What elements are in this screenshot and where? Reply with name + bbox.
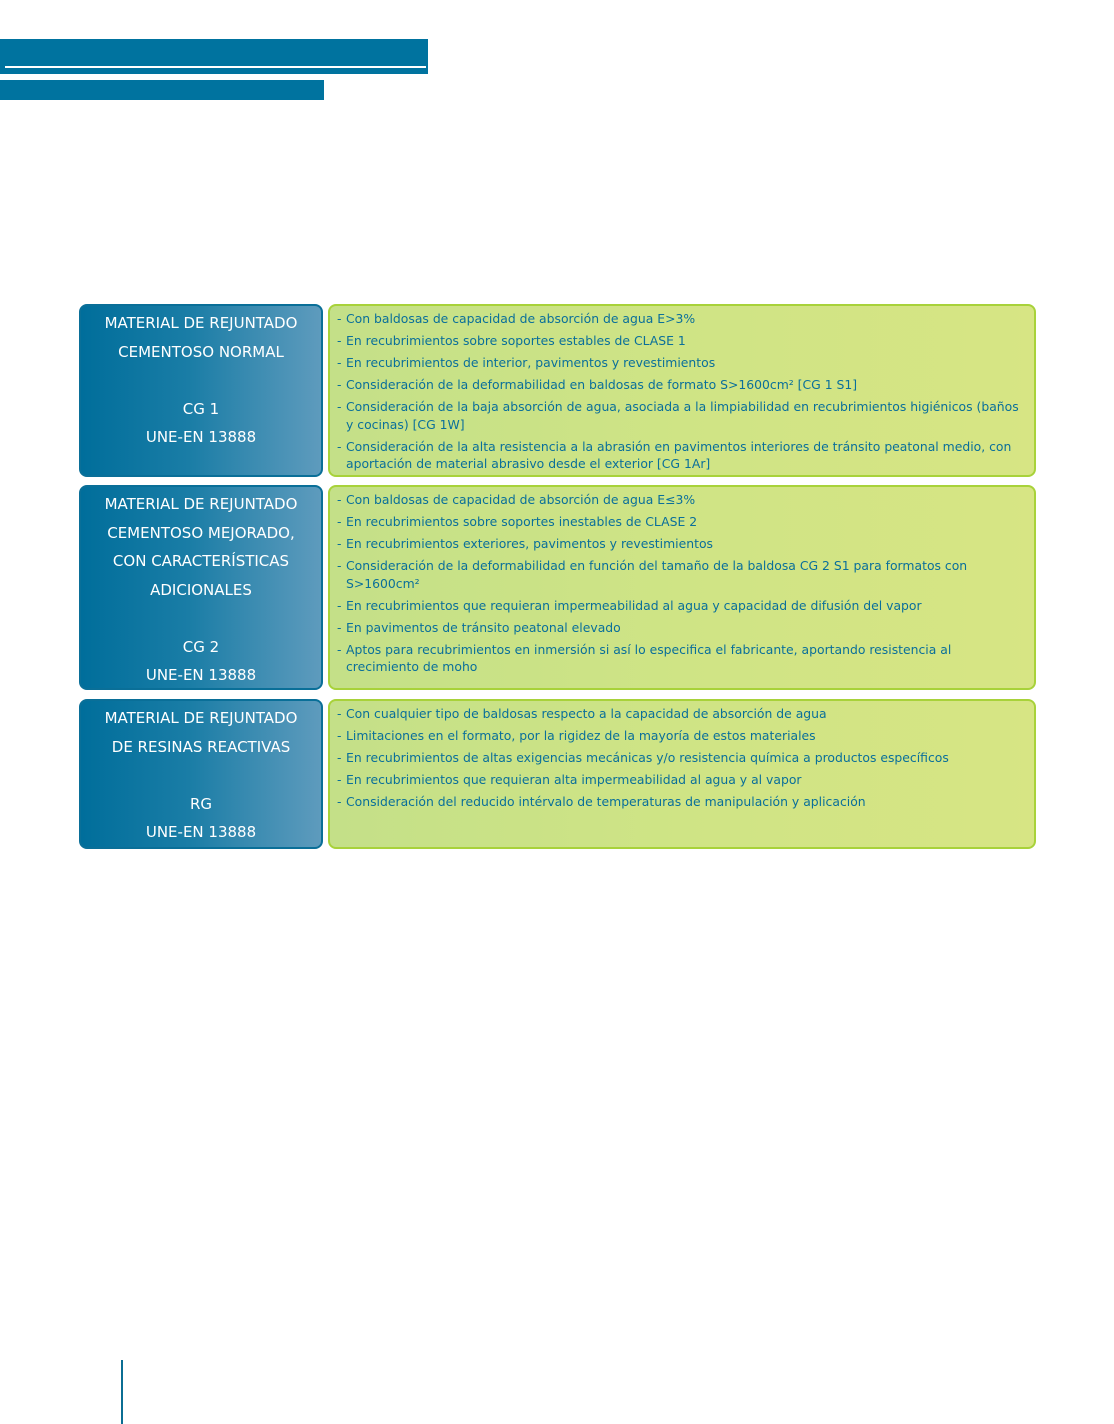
page-margin-rule xyxy=(121,1360,123,1424)
list-item: - Consideración del reducido intérvalo de temperaturas de manipulación y aplicación xyxy=(337,793,1024,811)
list-item: - Aptos para recubrimientos en inmersión si así lo especifica el fabricante, aportando resistencia al crecimiento de moho xyxy=(337,641,1024,676)
characteristics-list xyxy=(337,310,1024,473)
subheader-bar xyxy=(0,80,324,100)
grout-characteristics-panel xyxy=(328,485,1036,690)
grout-standard: UNE-EN 13888 xyxy=(145,428,257,446)
characteristics-list xyxy=(337,491,1024,676)
list-item: - En recubrimientos de interior, pavimentos y revestimientos xyxy=(337,354,1024,372)
grout-type-title-line: CEMENTOSO MEJORADO, xyxy=(107,523,295,542)
list-item: - Consideración de la baja absorción de agua, asociada a la limpiabilidad en recubrimientos higiénicos (baños y cocinas) [CG 1W] xyxy=(337,398,1024,433)
grout-class-code: CG 2 xyxy=(182,637,220,656)
grout-type-title-line: MATERIAL DE REJUNTADO xyxy=(104,495,298,513)
grout-type-title-line: CON CARACTERÍSTICAS xyxy=(112,552,290,570)
list-item: - Con baldosas de capacidad de absorción de agua E≤3% xyxy=(337,491,1024,509)
list-item: - En recubrimientos que requieran impermeabilidad al agua y capacidad de difusión del vapor xyxy=(337,597,1024,615)
list-item: - En recubrimientos sobre soportes estables de CLASE 1 xyxy=(337,332,1024,350)
list-item: - Consideración de la deformabilidad en baldosas de formato S>1600cm² [CG 1 S1] xyxy=(337,376,1024,394)
grout-row-cg1 xyxy=(79,304,1036,477)
list-item: - En recubrimientos de altas exigencias mecánicas y/o resistencia química a productos específicos xyxy=(337,749,1024,767)
header-bar xyxy=(0,39,428,74)
grout-standard: UNE-EN 13888 xyxy=(145,666,257,684)
grout-row-rg xyxy=(79,699,1036,849)
grout-type-panel xyxy=(79,304,323,477)
grout-type-title-line: MATERIAL DE REJUNTADO xyxy=(104,314,298,332)
grout-characteristics-panel xyxy=(328,699,1036,849)
list-item: - En recubrimientos que requieran alta impermeabilidad al agua y al vapor xyxy=(337,771,1024,789)
grout-class-code: CG 1 xyxy=(182,399,220,418)
header-bar-rule xyxy=(5,66,426,68)
grout-type-title-line: MATERIAL DE REJUNTADO xyxy=(104,709,298,727)
list-item: - Con cualquier tipo de baldosas respecto a la capacidad de absorción de agua xyxy=(337,705,1024,723)
list-item: - Consideración de la deformabilidad en función del tamaño de la baldosa CG 2 S1 para formatos con S>1600cm² xyxy=(337,557,1024,592)
list-item: - Limitaciones en el formato, por la rigidez de la mayoría de estos materiales xyxy=(337,727,1024,745)
grout-type-panel xyxy=(79,485,323,690)
grout-type-title-line: DE RESINAS REACTIVAS xyxy=(111,737,291,756)
grout-type-title-line: CEMENTOSO NORMAL xyxy=(118,342,284,361)
list-item: - Con baldosas de capacidad de absorción de agua E>3% xyxy=(337,310,1024,328)
list-item: - En recubrimientos sobre soportes inestables de CLASE 2 xyxy=(337,513,1024,531)
grout-class-code: RG xyxy=(189,794,213,813)
list-item: - Consideración de la alta resistencia a la abrasión en pavimentos interiores de tránsito peatonal medio, con aportación de material abrasivo desde el exterior [CG 1Ar] xyxy=(337,438,1024,473)
grout-type-title-line: ADICIONALES xyxy=(150,580,252,599)
grout-characteristics-panel xyxy=(328,304,1036,477)
grout-type-panel xyxy=(79,699,323,849)
list-item: - En recubrimientos exteriores, pavimentos y revestimientos xyxy=(337,535,1024,553)
grout-standard: UNE-EN 13888 xyxy=(145,823,257,841)
grout-row-cg2 xyxy=(79,485,1036,690)
list-item: - En pavimentos de tránsito peatonal elevado xyxy=(337,619,1024,637)
characteristics-list xyxy=(337,705,1024,811)
